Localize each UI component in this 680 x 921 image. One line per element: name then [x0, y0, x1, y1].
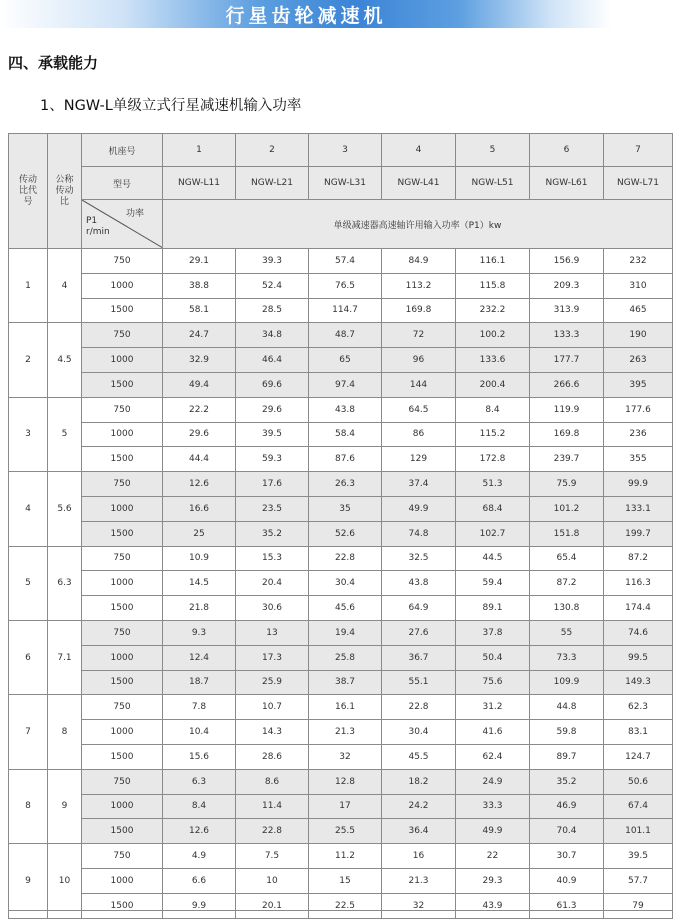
power-value-cell: 15 — [309, 868, 382, 893]
frame-no-cell: 7 — [604, 134, 673, 167]
model-label: 型号 — [82, 167, 163, 200]
power-value-cell: 21.3 — [382, 868, 456, 893]
power-value-cell: 177.7 — [530, 348, 604, 373]
banner-title: 行星齿轮减速机 — [225, 4, 387, 27]
table-row — [9, 670, 673, 695]
power-value-cell: 25.5 — [309, 819, 382, 844]
power-value-cell: 101.1 — [604, 819, 673, 844]
power-value-cell: 39.3 — [236, 249, 309, 274]
power-value-cell: 67.4 — [604, 794, 673, 819]
power-value-cell: 27.6 — [382, 620, 456, 645]
power-value-cell: 115.8 — [456, 273, 530, 298]
power-value-cell: 44.8 — [530, 695, 604, 720]
table-row — [9, 819, 673, 844]
power-label: 功率 — [125, 209, 144, 219]
power-value-cell: 232.2 — [456, 298, 530, 323]
power-value-cell: 199.7 — [604, 521, 673, 546]
table-row — [9, 620, 673, 645]
power-value-cell: 355 — [604, 447, 673, 472]
power-value-cell: 75.9 — [530, 472, 604, 497]
power-value-cell: 15.3 — [236, 546, 309, 571]
power-value-cell: 35.2 — [530, 769, 604, 794]
power-value-cell: 130.8 — [530, 596, 604, 621]
power-value-cell: 29.1 — [163, 249, 236, 274]
power-value-cell: 59.3 — [236, 447, 309, 472]
power-value-cell: 87.6 — [309, 447, 382, 472]
table-row — [9, 695, 673, 720]
power-value-cell: 49.9 — [382, 496, 456, 521]
power-value-cell: 8.4 — [456, 397, 530, 422]
power-value-cell: 4.9 — [163, 844, 236, 869]
model-cell: NGW-L31 — [309, 167, 382, 200]
power-value-cell: 133.1 — [604, 496, 673, 521]
power-value-cell: 10.9 — [163, 546, 236, 571]
power-value-cell: 29.6 — [236, 397, 309, 422]
power-value-cell: 133.3 — [530, 323, 604, 348]
power-value-cell: 102.7 — [456, 521, 530, 546]
power-value-cell: 43.8 — [382, 571, 456, 596]
power-value-cell: 79 — [604, 893, 673, 918]
power-value-cell: 96 — [382, 348, 456, 373]
power-value-cell: 133.6 — [456, 348, 530, 373]
power-value-cell: 109.9 — [530, 670, 604, 695]
model-cell: NGW-L61 — [530, 167, 604, 200]
power-value-cell: 23.5 — [236, 496, 309, 521]
power-value-cell: 149.3 — [604, 670, 673, 695]
power-value-cell: 26.3 — [309, 472, 382, 497]
power-value-cell: 37.4 — [382, 472, 456, 497]
power-value-cell: 30.7 — [530, 844, 604, 869]
power-value-cell: 169.8 — [530, 422, 604, 447]
power-value-cell: 172.8 — [456, 447, 530, 472]
table-row — [9, 645, 673, 670]
table-row — [9, 397, 673, 422]
rpm-cell: 750 — [82, 695, 163, 720]
power-value-cell: 14.5 — [163, 571, 236, 596]
power-value-cell: 34.8 — [236, 323, 309, 348]
ratio-code-header: 传动比代号 — [9, 134, 48, 249]
ratio-code-cell: 2 — [9, 323, 48, 397]
power-value-cell: 263 — [604, 348, 673, 373]
table-row — [9, 844, 673, 869]
power-value-cell: 24.7 — [163, 323, 236, 348]
power-value-cell: 30.6 — [236, 596, 309, 621]
power-value-cell: 62.4 — [456, 744, 530, 769]
rpm-unit-label: r/min — [86, 227, 110, 237]
rpm-cell: 750 — [82, 844, 163, 869]
power-description: 单级减速器高速轴许用输入功率（P1）kw — [163, 200, 673, 249]
power-value-cell: 40.9 — [530, 868, 604, 893]
header-banner — [0, 0, 612, 28]
ratio-code-cell: 3 — [9, 397, 48, 471]
power-value-cell: 113.2 — [382, 273, 456, 298]
power-value-cell: 32 — [382, 893, 456, 918]
power-value-cell: 20.4 — [236, 571, 309, 596]
nominal-ratio-cell: 4.5 — [48, 323, 82, 397]
power-value-cell: 16.1 — [309, 695, 382, 720]
power-value-cell: 119.9 — [530, 397, 604, 422]
table-row — [9, 744, 673, 769]
rpm-cell: 1000 — [82, 794, 163, 819]
rpm-cell: 1500 — [82, 298, 163, 323]
power-value-cell: 10.4 — [163, 720, 236, 745]
nominal-ratio-cell: 6.3 — [48, 546, 82, 620]
rpm-cell: 750 — [82, 323, 163, 348]
power-value-cell: 209.3 — [530, 273, 604, 298]
power-value-cell: 310 — [604, 273, 673, 298]
power-value-cell: 18.7 — [163, 670, 236, 695]
nominal-ratio-cell: 7.1 — [48, 620, 82, 694]
power-value-cell: 50.4 — [456, 645, 530, 670]
power-value-cell: 58.4 — [309, 422, 382, 447]
power-value-cell: 25 — [163, 521, 236, 546]
power-value-cell: 57.4 — [309, 249, 382, 274]
ratio-code-cell: 7 — [9, 695, 48, 769]
power-value-cell: 31.2 — [456, 695, 530, 720]
frame-no-label: 机座号 — [82, 134, 163, 167]
power-value-cell: 51.3 — [456, 472, 530, 497]
power-value-cell: 72 — [382, 323, 456, 348]
power-value-cell: 75.6 — [456, 670, 530, 695]
p1-label: P1 — [86, 216, 98, 226]
power-value-cell: 114.7 — [309, 298, 382, 323]
table-row — [9, 769, 673, 794]
rpm-cell: 750 — [82, 472, 163, 497]
nominal-ratio-cell: 9 — [48, 769, 82, 843]
power-value-cell: 22.2 — [163, 397, 236, 422]
ratio-code-cell: 6 — [9, 620, 48, 694]
table-row — [9, 422, 673, 447]
power-value-cell: 99.5 — [604, 645, 673, 670]
power-value-cell: 10.7 — [236, 695, 309, 720]
power-value-cell: 124.7 — [604, 744, 673, 769]
power-value-cell: 45.5 — [382, 744, 456, 769]
power-value-cell: 61.3 — [530, 893, 604, 918]
power-value-cell: 32.5 — [382, 546, 456, 571]
section-title: 四、承载能力 — [8, 54, 99, 72]
power-value-cell: 156.9 — [530, 249, 604, 274]
power-value-cell: 16 — [382, 844, 456, 869]
model-row — [9, 167, 673, 200]
power-value-cell: 35.2 — [236, 521, 309, 546]
power-value-cell: 29.3 — [456, 868, 530, 893]
power-value-cell: 46.4 — [236, 348, 309, 373]
power-value-cell: 64.9 — [382, 596, 456, 621]
power-value-cell: 395 — [604, 372, 673, 397]
power-value-cell: 19.4 — [309, 620, 382, 645]
power-value-cell: 37.8 — [456, 620, 530, 645]
power-value-cell: 64.5 — [382, 397, 456, 422]
power-value-cell: 200.4 — [456, 372, 530, 397]
power-value-cell: 15.6 — [163, 744, 236, 769]
table-row — [9, 720, 673, 745]
rpm-cell: 1000 — [82, 496, 163, 521]
power-value-cell: 25.8 — [309, 645, 382, 670]
power-value-cell: 38.8 — [163, 273, 236, 298]
frame-no-cell: 6 — [530, 134, 604, 167]
power-value-cell: 169.8 — [382, 298, 456, 323]
power-value-cell: 52.4 — [236, 273, 309, 298]
power-value-cell: 16.6 — [163, 496, 236, 521]
table-row — [9, 472, 673, 497]
power-value-cell: 12.8 — [309, 769, 382, 794]
power-value-cell: 6.6 — [163, 868, 236, 893]
power-value-cell: 11.4 — [236, 794, 309, 819]
power-value-cell: 28.6 — [236, 744, 309, 769]
power-value-cell: 38.7 — [309, 670, 382, 695]
power-value-cell: 35 — [309, 496, 382, 521]
rpm-cell: 1500 — [82, 447, 163, 472]
rpm-cell: 1500 — [82, 521, 163, 546]
power-value-cell: 24.9 — [456, 769, 530, 794]
power-value-cell: 74.8 — [382, 521, 456, 546]
table-row — [9, 521, 673, 546]
power-value-cell: 129 — [382, 447, 456, 472]
power-value-cell: 7.5 — [236, 844, 309, 869]
power-value-cell: 65.4 — [530, 546, 604, 571]
power-value-cell: 44.5 — [456, 546, 530, 571]
rpm-cell: 1500 — [82, 372, 163, 397]
frame-no-cell: 2 — [236, 134, 309, 167]
rpm-cell: 1500 — [82, 744, 163, 769]
power-value-cell: 12.6 — [163, 472, 236, 497]
rpm-cell: 750 — [82, 769, 163, 794]
rpm-cell: 1000 — [82, 720, 163, 745]
power-value-cell: 87.2 — [604, 546, 673, 571]
power-value-cell: 313.9 — [530, 298, 604, 323]
power-value-cell: 236 — [604, 422, 673, 447]
rpm-cell: 750 — [82, 249, 163, 274]
table-row — [9, 496, 673, 521]
nominal-ratio-cell: 8 — [48, 695, 82, 769]
power-value-cell: 65 — [309, 348, 382, 373]
nominal-ratio-cell: 10 — [48, 844, 82, 918]
table-row — [9, 868, 673, 893]
diagonal-header-cell — [82, 200, 163, 249]
model-cell: NGW-L11 — [163, 167, 236, 200]
power-value-cell: 86 — [382, 422, 456, 447]
power-value-cell: 21.3 — [309, 720, 382, 745]
power-value-cell: 55.1 — [382, 670, 456, 695]
table-row — [9, 249, 673, 274]
rpm-cell: 1000 — [82, 868, 163, 893]
power-value-cell: 24.2 — [382, 794, 456, 819]
power-value-cell: 13 — [236, 620, 309, 645]
rpm-cell: 1500 — [82, 596, 163, 621]
power-value-cell: 177.6 — [604, 397, 673, 422]
power-value-cell: 84.9 — [382, 249, 456, 274]
power-value-cell: 32.9 — [163, 348, 236, 373]
power-value-cell: 151.8 — [530, 521, 604, 546]
power-value-cell: 41.6 — [456, 720, 530, 745]
power-value-cell: 99.9 — [604, 472, 673, 497]
power-value-cell: 190 — [604, 323, 673, 348]
power-value-cell: 68.4 — [456, 496, 530, 521]
frame-no-cell: 1 — [163, 134, 236, 167]
frame-number-row — [9, 134, 673, 167]
ratio-code-cell: 8 — [9, 769, 48, 843]
power-value-cell: 73.3 — [530, 645, 604, 670]
power-value-cell: 22.8 — [382, 695, 456, 720]
table-row — [9, 596, 673, 621]
power-value-cell: 12.4 — [163, 645, 236, 670]
nominal-ratio-cell: 5 — [48, 397, 82, 471]
power-value-cell: 239.7 — [530, 447, 604, 472]
power-value-cell: 74.6 — [604, 620, 673, 645]
power-value-cell: 22.8 — [236, 819, 309, 844]
power-value-cell: 115.2 — [456, 422, 530, 447]
power-value-cell: 22.5 — [309, 893, 382, 918]
table-row — [9, 447, 673, 472]
power-value-cell: 48.7 — [309, 323, 382, 348]
power-value-cell: 43.8 — [309, 397, 382, 422]
power-value-cell: 22.8 — [309, 546, 382, 571]
rpm-cell: 1000 — [82, 571, 163, 596]
rpm-cell: 1000 — [82, 645, 163, 670]
model-cell: NGW-L71 — [604, 167, 673, 200]
power-value-cell: 28.5 — [236, 298, 309, 323]
power-value-cell: 89.1 — [456, 596, 530, 621]
power-value-cell: 69.6 — [236, 372, 309, 397]
power-value-cell: 30.4 — [382, 720, 456, 745]
power-value-cell: 465 — [604, 298, 673, 323]
ratio-code-cell: 9 — [9, 844, 48, 918]
power-value-cell: 87.2 — [530, 571, 604, 596]
table-bottom-border — [8, 910, 672, 911]
power-value-cell: 232 — [604, 249, 673, 274]
power-value-cell: 52.6 — [309, 521, 382, 546]
power-value-cell: 14.3 — [236, 720, 309, 745]
power-value-cell: 100.2 — [456, 323, 530, 348]
table-row — [9, 571, 673, 596]
power-value-cell: 89.7 — [530, 744, 604, 769]
power-value-cell: 116.3 — [604, 571, 673, 596]
table-title: 1、NGW-L单级立式行星减速机输入功率 — [40, 98, 302, 114]
power-value-cell: 70.4 — [530, 819, 604, 844]
nominal-ratio-cell: 4 — [48, 249, 82, 323]
rpm-cell: 1000 — [82, 273, 163, 298]
model-cell: NGW-L41 — [382, 167, 456, 200]
table-row — [9, 298, 673, 323]
power-value-cell: 29.6 — [163, 422, 236, 447]
table-row — [9, 546, 673, 571]
rpm-cell: 750 — [82, 620, 163, 645]
power-value-cell: 6.3 — [163, 769, 236, 794]
power-value-cell: 18.2 — [382, 769, 456, 794]
rpm-cell: 1000 — [82, 422, 163, 447]
power-value-cell: 116.1 — [456, 249, 530, 274]
power-value-cell: 33.3 — [456, 794, 530, 819]
table-row — [9, 273, 673, 298]
power-value-cell: 46.9 — [530, 794, 604, 819]
power-value-cell: 36.7 — [382, 645, 456, 670]
model-cell: NGW-L21 — [236, 167, 309, 200]
ratio-code-cell: 1 — [9, 249, 48, 323]
power-value-cell: 36.4 — [382, 819, 456, 844]
power-value-cell: 174.4 — [604, 596, 673, 621]
nominal-ratio-header: 公称传动比 — [48, 134, 82, 249]
table-row — [9, 893, 673, 918]
power-value-cell: 9.9 — [163, 893, 236, 918]
power-value-cell: 144 — [382, 372, 456, 397]
power-value-cell: 49.4 — [163, 372, 236, 397]
power-value-cell: 266.6 — [530, 372, 604, 397]
power-value-cell: 58.1 — [163, 298, 236, 323]
power-value-cell: 25.9 — [236, 670, 309, 695]
power-value-cell: 11.2 — [309, 844, 382, 869]
power-value-cell: 9.3 — [163, 620, 236, 645]
power-value-cell: 7.8 — [163, 695, 236, 720]
table-row — [9, 372, 673, 397]
power-value-cell: 12.6 — [163, 819, 236, 844]
power-header-row — [9, 200, 673, 249]
power-value-cell: 45.6 — [309, 596, 382, 621]
power-value-cell: 39.5 — [604, 844, 673, 869]
power-value-cell: 59.4 — [456, 571, 530, 596]
table-row — [9, 323, 673, 348]
power-value-cell: 39.5 — [236, 422, 309, 447]
power-value-cell: 62.3 — [604, 695, 673, 720]
power-value-cell: 10 — [236, 868, 309, 893]
rpm-cell: 750 — [82, 397, 163, 422]
rpm-cell: 750 — [82, 546, 163, 571]
power-value-cell: 21.8 — [163, 596, 236, 621]
power-value-cell: 20.1 — [236, 893, 309, 918]
table-row — [9, 348, 673, 373]
power-value-cell: 59.8 — [530, 720, 604, 745]
power-value-cell: 83.1 — [604, 720, 673, 745]
frame-no-cell: 4 — [382, 134, 456, 167]
power-value-cell: 8.6 — [236, 769, 309, 794]
power-value-cell: 17 — [309, 794, 382, 819]
table-row — [9, 794, 673, 819]
frame-no-cell: 3 — [309, 134, 382, 167]
nominal-ratio-cell: 5.6 — [48, 472, 82, 546]
ratio-code-cell: 5 — [9, 546, 48, 620]
ratio-code-cell: 4 — [9, 472, 48, 546]
power-value-cell: 22 — [456, 844, 530, 869]
power-value-cell: 50.6 — [604, 769, 673, 794]
power-value-cell: 32 — [309, 744, 382, 769]
power-value-cell: 55 — [530, 620, 604, 645]
power-value-cell: 44.4 — [163, 447, 236, 472]
rpm-cell: 1500 — [82, 819, 163, 844]
rpm-cell: 1000 — [82, 348, 163, 373]
power-value-cell: 57.7 — [604, 868, 673, 893]
power-value-cell: 76.5 — [309, 273, 382, 298]
power-value-cell: 97.4 — [309, 372, 382, 397]
power-value-cell: 8.4 — [163, 794, 236, 819]
power-value-cell: 49.9 — [456, 819, 530, 844]
power-table — [8, 133, 673, 919]
power-value-cell: 43.9 — [456, 893, 530, 918]
rpm-cell: 1500 — [82, 893, 163, 918]
rpm-cell: 1500 — [82, 670, 163, 695]
power-value-cell: 17.6 — [236, 472, 309, 497]
model-cell: NGW-L51 — [456, 167, 530, 200]
power-value-cell: 101.2 — [530, 496, 604, 521]
frame-no-cell: 5 — [456, 134, 530, 167]
power-value-cell: 17.3 — [236, 645, 309, 670]
power-value-cell: 30.4 — [309, 571, 382, 596]
